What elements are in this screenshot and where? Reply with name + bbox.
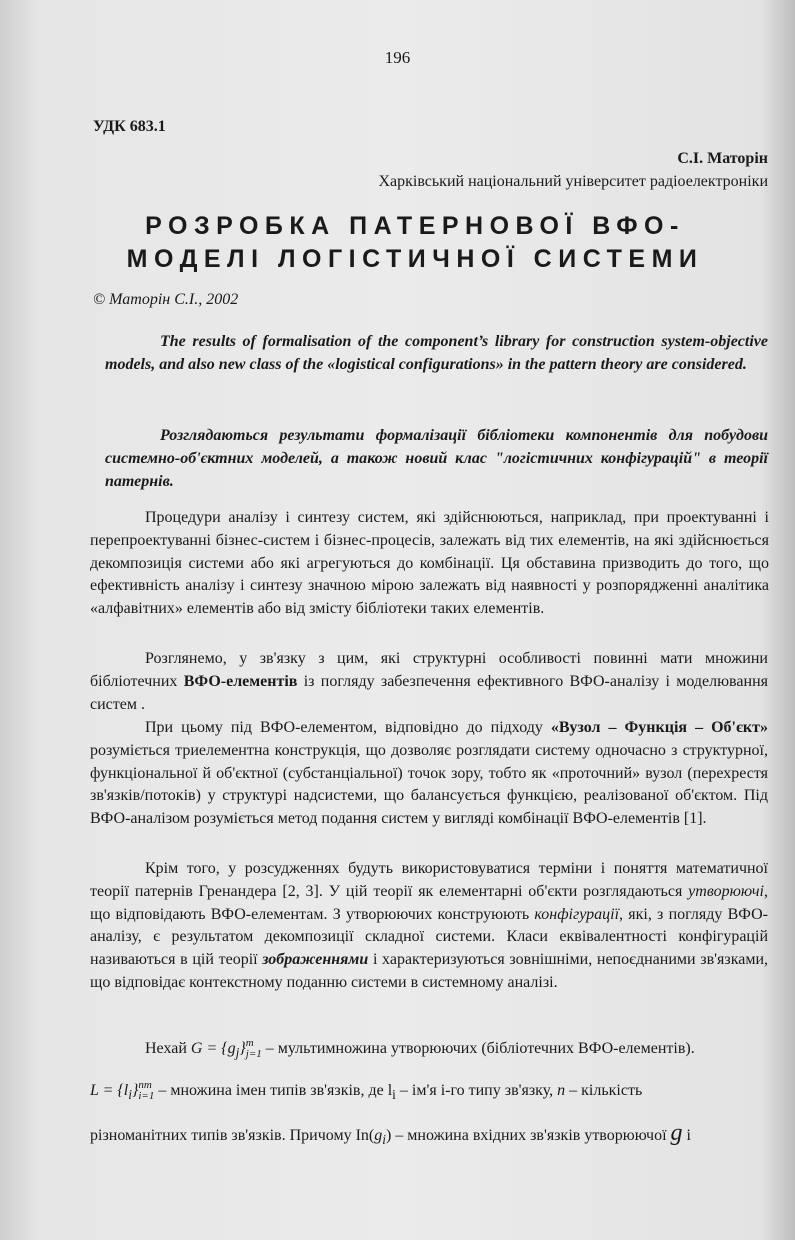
paragraph-4	[90, 858, 768, 995]
formula-l-set: $L = \{l_i\}$ nm i=1	[90, 1079, 155, 1103]
p2-text-c: із погляду забезпечення ефективного ВФО-аналізу і моделювання систем .	[90, 672, 768, 713]
p5-l1-text-b: – мультимножина утворюючих (бібліотечних ВФО-елементів).	[261, 1040, 695, 1057]
p4-term-generators: утворюючі	[688, 882, 764, 900]
p5-line-3: різноманітних типів зв'язків. Причому $In(g_i)$ – множина вхідних зв'язків утворюючої g і	[90, 1120, 691, 1148]
paragraph-5	[90, 1028, 768, 1154]
page-number: 196	[384, 48, 411, 67]
author-name: С.І. Маторін	[677, 150, 768, 167]
formula-g-set: $G = \{g_j\}$ m j=1	[190, 1037, 262, 1061]
p5-line-1	[90, 1028, 768, 1070]
p4-text-g: і характеризуються зовнішніми, непоєднаними зв'язками, що відповідає контекстному поданню системи в системному аналізі.	[90, 951, 769, 991]
p3-text-c: розуміється триелементна конструкція, що дозволяє розглядати систему одночасно з структурної, функціональної й об'єктної (субстанціальної) точок зору, тобто як «проточний» вузол (перехрестя зв'язків/потоків) у структурі надсистеми, що балансується функцією, реалізованої об'єктом. Під ВФО-аналізом розуміється метод подання систем у вигляді комбінації ВФО-елементів [1].	[90, 741, 768, 828]
p2-text-a: Розглянемо, у зв'язку з цим, які структурні особливості повинні мати множини бібліотечних	[90, 650, 768, 690]
p5-l3-text-a: різноманітних типів зв'язків. Причому In(	[90, 1127, 375, 1144]
p5-line-2: $L = \{l_i\}$ nm i=1 – множина імен типів зв'язків, де $l_i - ім'я$ i-го типу зв'язку, n – кількість	[90, 1079, 643, 1103]
paragraph-2	[90, 648, 768, 716]
symbol-g: g	[670, 1120, 683, 1146]
p5-l1-text-a: Нехай	[145, 1040, 191, 1057]
abstract-ukrainian: Розглядаються результати формалізації бібліотеки компонентів для побудови системно-об'єктних моделей, а також новий клас "логістичних конфігурацій" в теорії патернів.	[105, 427, 768, 490]
paragraph-1: Процедури аналізу і синтезу систем, які здійснюються, наприклад, при проектуванні і перепроектуванні бізнес-систем і бізнес-процесів, залежать від тих елементів, на які здійснюється декомпозиція системи або які агрегуються до комбінації. Ця обставина призводить до того, що ефективність аналізу і синтезу значною мірою залежать від наявності у розпорядженні аналітика «алфавітних» елементів або від змісту бібліотеки таких елементів.	[90, 509, 769, 618]
p4-text-a: Крім того, у розсудженнях будуть використовуватися терміни і поняття математичної теорії патернів Гренандера [2, 3]. У цій теорії як елементарні об'єкти розглядаються	[90, 860, 768, 900]
udk-code: УДК 683.1	[93, 118, 166, 135]
title-line-2: МОДЕЛІ ЛОГІСТИЧНОЇ СИСТЕМИ	[126, 245, 704, 273]
p3-text-a: При цьому під ВФО-елементом, відповідно до підходу	[145, 719, 551, 736]
symbol-n: n	[557, 1082, 566, 1099]
article-title	[60, 210, 770, 276]
title-line-1: РОЗРОБКА ПАТЕРНОВОЇ ВФО-	[145, 212, 685, 240]
author-affiliation: Харківський національний університет радіоелектроніки	[378, 173, 768, 190]
p3-bold-term: «Вузол – Функція – Об'єкт»	[550, 719, 768, 736]
p5-l2-text-d: – ім'я i-го типу зв'язку,	[395, 1082, 558, 1099]
abstract-english: The results of formalisation of the component’s library for construction system-objective models, and also new class of the «logistical configurations» in the pattern theory are considered.	[105, 333, 768, 373]
p2-bold-term: ВФО-елементів	[183, 672, 298, 690]
p4-text-e: , які, з погляду ВФО-аналізу, є результатом декомпозиції складної системи. Класи еквівалентності конфігурацій називаються в цій теорії	[90, 905, 768, 969]
p4-term-images: зображеннями	[262, 951, 369, 969]
copyright-note: © Маторін С.І., 2002	[93, 291, 239, 308]
p4-term-configurations: конфігурації	[534, 905, 620, 923]
p5-l2-text-b: – множина імен типів зв'язків, де l	[154, 1082, 393, 1099]
paragraph-3	[90, 717, 768, 831]
p4-text-c: , що відповідають ВФО-елементам. З утворюючих конструюють	[90, 882, 768, 923]
p5-l2-text-e: – кількість	[565, 1082, 643, 1099]
